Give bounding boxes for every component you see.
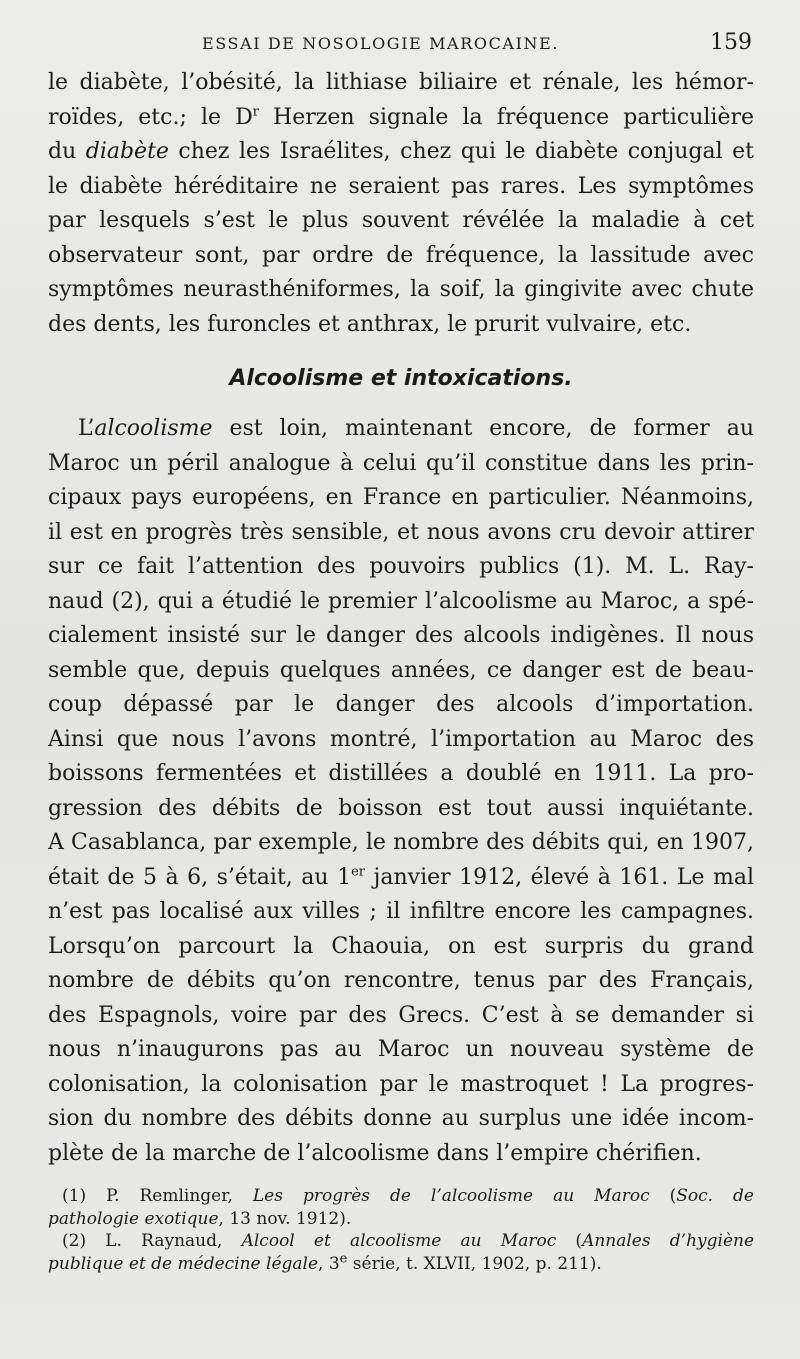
text-line: roïdes, etc.; le $D^r$ Herzen signale la fréquence particulière xyxy=(48,104,754,130)
section-heading: Alcoolisme et intoxications. xyxy=(229,366,573,391)
text-line: semble que, depuis quelques années, ce danger est de beau- xyxy=(48,657,754,683)
text-line: Lorsqu’on parcourt la Chaouia, on est surpris du grand xyxy=(48,933,754,959)
footnote-2-continued: publique et de médecine légale, 3e série, t. XLVII, 1902, p. 211). xyxy=(48,1252,602,1274)
text-line: du diabète chez les Israélites, chez qui le diabète conjugal et xyxy=(48,139,754,164)
text-line: des Espagnols, voire par des Grecs. C’est à se demander si xyxy=(48,1002,754,1028)
footnotes xyxy=(48,1185,754,1275)
text-line: était de 5 à 6, s’était, au 1er janvier 1912, élevé à 161. Le mal xyxy=(48,864,754,890)
text-line: observateur sont, par ordre de fréquence, la lassitude avec xyxy=(48,242,754,268)
text-line: boissons fermentées et distillées a doublé en 1911. La pro- xyxy=(48,761,754,786)
text-line: sur ce fait l’attention des pouvoirs publics (1). M. L. Ray- xyxy=(48,554,754,579)
text-line: Ainsi que nous l’avons montré, l’importation au Maroc des xyxy=(48,726,754,752)
text-line: nous n’inaugurons pas au Maroc un nouveau système de xyxy=(48,1037,754,1062)
page-number: 159 xyxy=(710,30,752,55)
text-line: A Casablanca, par exemple, le nombre des débits qui, en 1907, xyxy=(48,830,754,855)
text-line: nombre de débits qu’on rencontre, tenus par des Français, xyxy=(48,968,754,993)
text-line: cialement insisté sur le danger des alcools indigènes. Il nous xyxy=(48,623,754,648)
text-line: il est en progrès très sensible, et nous avons cru devoir attirer xyxy=(48,519,754,545)
text-line: gression des débits de boisson est tout aussi inquiétante. xyxy=(48,795,754,821)
text-line: par lesquels s’est le plus souvent révélée la maladie à cet xyxy=(48,208,754,233)
text-line: coup dépassé par le danger des alcools d’importation. xyxy=(48,692,754,717)
text-line: sion du nombre des débits donne au surplus une idée incom- xyxy=(48,1106,754,1131)
text-line: des dents, les furoncles et anthrax, le prurit vulvaire, etc. xyxy=(48,311,692,337)
text-line: le diabète héréditaire ne seraient pas rares. Les symptômes xyxy=(48,173,754,199)
text-line: colonisation, la colonisation par le mastroquet ! La progres- xyxy=(48,1071,754,1097)
text-line: naud (2), qui a étudié le premier l’alcoolisme au Maroc, a spé- xyxy=(48,588,754,614)
paragraph-alcoholism xyxy=(48,412,754,1171)
text-line: cipaux pays européens, en France en particulier. Néanmoins, xyxy=(48,485,754,510)
text-line: le diabète, l’obésité, la lithiase biliaire et rénale, les hémor- xyxy=(48,70,754,95)
paragraph-diabetes xyxy=(48,66,754,342)
text-line: symptômes neurasthéniformes, la soif, la gingivite avec chute xyxy=(48,277,754,302)
footnote-1: (1) P. Remlinger, Les progrès de l’alcoolisme au Maroc (Soc. de xyxy=(62,1186,754,1206)
text-line: L’alcoolisme est loin, maintenant encore, de former au xyxy=(78,416,754,441)
running-head xyxy=(48,30,754,66)
emphasis-diabete: diabète xyxy=(85,139,169,164)
text-line: n’est pas localisé aux villes ; il infiltre encore les campagnes. xyxy=(48,899,754,924)
emphasis-alcoolisme: alcoolisme xyxy=(94,416,213,441)
text-line: Maroc un péril analogue à celui qu’il constitue dans les prin- xyxy=(48,450,754,476)
footnote-1-continued: pathologie exotique, 13 nov. 1912). xyxy=(48,1208,352,1229)
running-head-title: ESSAI DE NOSOLOGIE MAROCAINE. xyxy=(202,34,560,53)
text-line: plète de la marche de l’alcoolisme dans l’empire chérifien. xyxy=(48,1140,702,1166)
footnote-2: (2) L. Raynaud, Alcool et alcoolisme au Maroc (Annales d’hygiène xyxy=(62,1231,754,1251)
